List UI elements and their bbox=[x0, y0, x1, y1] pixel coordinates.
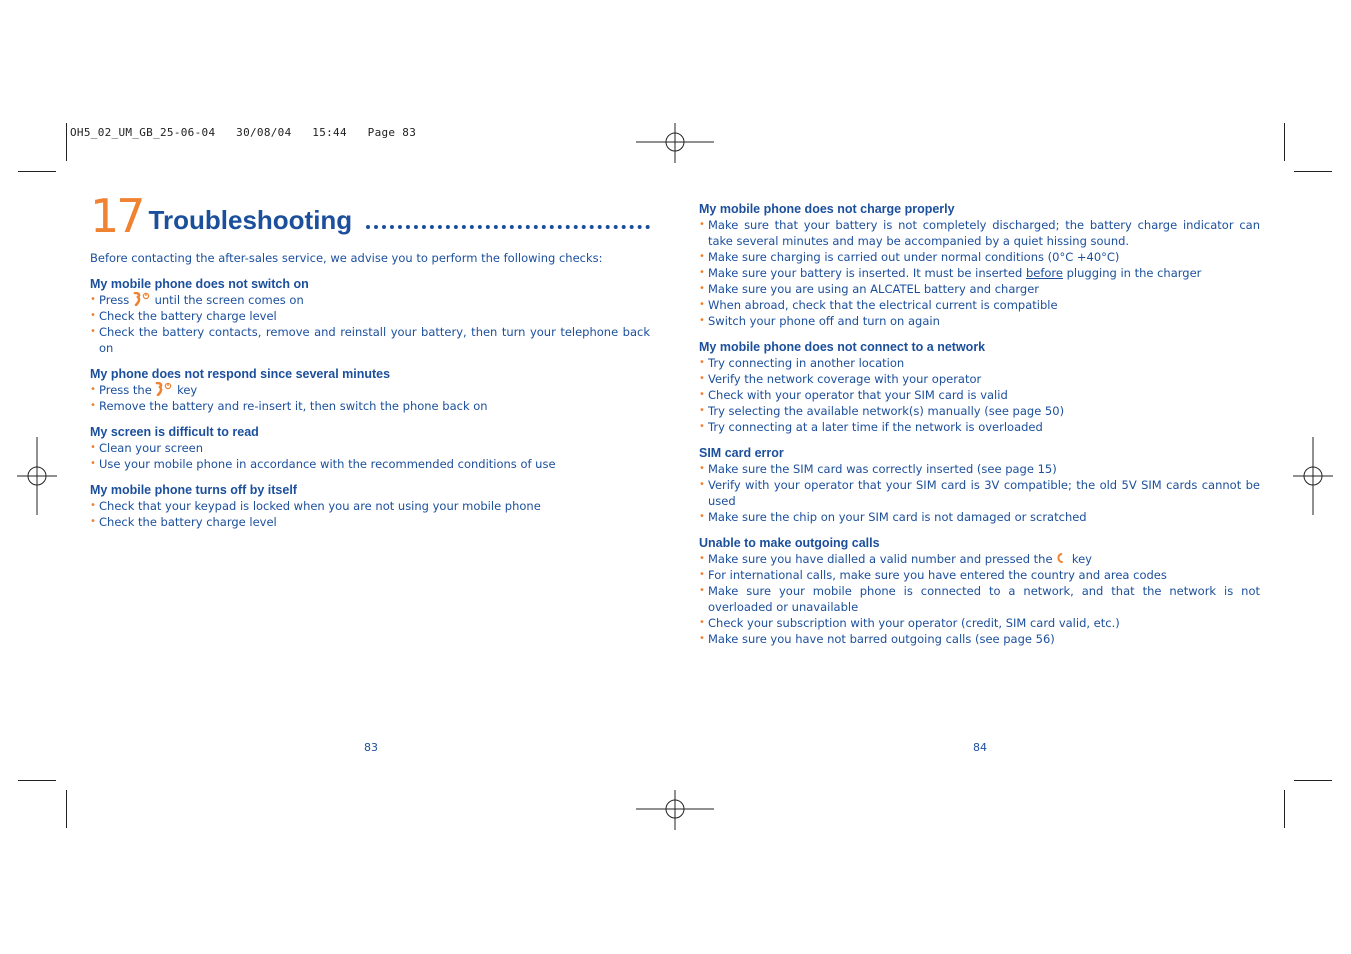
print-slug: OH5_02_UM_GB_25-06-04 30/08/04 15:44 Page 83 bbox=[70, 126, 417, 139]
section-turns-off bbox=[90, 482, 650, 530]
list-item: • For international calls, make sure you have entered the country and area codes bbox=[699, 567, 1260, 583]
list-item bbox=[90, 382, 650, 398]
crop-mark bbox=[1284, 123, 1285, 161]
list-item: • Try selecting the available network(s) manually (see page 50) bbox=[699, 403, 1260, 419]
list-item bbox=[699, 265, 1260, 281]
list-item: • When abroad, check that the electrical current is compatible bbox=[699, 297, 1260, 313]
item-text: plugging in the charger bbox=[1066, 266, 1202, 280]
crop-mark bbox=[1284, 790, 1285, 828]
item-text: Make sure you have dialled a valid number and pressed the bbox=[708, 552, 1053, 566]
chapter-number: 17 bbox=[90, 189, 143, 243]
section-outgoing-calls bbox=[699, 535, 1260, 647]
list-item: • Clean your screen bbox=[90, 440, 650, 456]
list-item: • Make sure you are using an ALCATEL battery and charger bbox=[699, 281, 1260, 297]
section-sim-error bbox=[699, 445, 1260, 525]
section-heading: Unable to make outgoing calls bbox=[699, 536, 880, 550]
section-heading: My mobile phone does not charge properly bbox=[699, 202, 955, 216]
leader-dots bbox=[366, 224, 650, 229]
list-item: • Try connecting in another location bbox=[699, 355, 1260, 371]
crop-mark bbox=[66, 790, 67, 828]
list-item: • Check with your operator that your SIM card is valid bbox=[699, 387, 1260, 403]
list-item: • Check your subscription with your operator (credit, SIM card valid, etc.) bbox=[699, 615, 1260, 631]
left-page bbox=[90, 190, 650, 530]
section-heading: My mobile phone does not connect to a network bbox=[699, 340, 986, 354]
crop-mark bbox=[66, 123, 67, 161]
section-heading: My mobile phone turns off by itself bbox=[90, 483, 297, 497]
page-number-right: 84 bbox=[973, 741, 987, 754]
list-item: • Make sure the chip on your SIM card is not damaged or scratched bbox=[699, 509, 1260, 525]
intro-text: Before contacting the after-sales service, we advise you to perform the following checks: bbox=[90, 251, 603, 265]
list-item: • Check the battery contacts, remove and reinstall your battery, then turn your telephone back on bbox=[90, 324, 650, 356]
list-item: • Check the battery charge level bbox=[90, 514, 650, 530]
list-item: • Make sure the SIM card was correctly inserted (see page 15) bbox=[699, 461, 1260, 477]
chapter-heading bbox=[90, 189, 650, 243]
list-item: • Switch your phone off and turn on again bbox=[699, 313, 1260, 329]
call-key-icon bbox=[1056, 551, 1068, 565]
section-not-charging bbox=[699, 201, 1260, 329]
item-text: key bbox=[1071, 552, 1092, 566]
list-item: • Make sure charging is carried out under normal conditions (0°C +40°C) bbox=[699, 249, 1260, 265]
list-item: • Make sure you have not barred outgoing calls (see page 56) bbox=[699, 631, 1260, 647]
chapter-title: Troubleshooting bbox=[148, 205, 353, 235]
crop-mark bbox=[18, 171, 56, 172]
list-item: • Verify with your operator that your SIM card is 3V compatible; the old 5V SIM cards cannot be used bbox=[699, 477, 1260, 509]
list-item: • Make sure your mobile phone is connected to a network, and that the network is not overloaded or unavailable bbox=[699, 583, 1260, 615]
page-number-left: 83 bbox=[364, 741, 378, 754]
section-no-switch-on bbox=[90, 276, 650, 356]
registration-mark-icon bbox=[17, 437, 57, 515]
registration-mark-icon bbox=[636, 790, 714, 830]
section-heading: My phone does not respond since several minutes bbox=[90, 367, 391, 381]
item-text: key bbox=[177, 383, 198, 397]
section-heading: SIM card error bbox=[699, 446, 784, 460]
item-text: until the screen comes on bbox=[154, 293, 304, 307]
item-emphasis: before bbox=[1025, 266, 1063, 280]
list-item bbox=[699, 551, 1260, 567]
section-heading: My mobile phone does not switch on bbox=[90, 277, 309, 291]
registration-mark-icon bbox=[636, 123, 714, 163]
list-item: • Check that your keypad is locked when you are not using your mobile phone bbox=[90, 498, 650, 514]
item-text: Press bbox=[99, 293, 130, 307]
registration-mark-icon bbox=[1293, 437, 1333, 515]
section-not-responding bbox=[90, 366, 650, 414]
list-item: • Make sure that your battery is not completely discharged; the battery charge indicator can take several minutes and may be accompanied by a quiet hissing sound. bbox=[699, 217, 1260, 249]
power-end-key-icon bbox=[155, 382, 173, 396]
list-item: • Verify the network coverage with your operator bbox=[699, 371, 1260, 387]
crop-mark bbox=[1294, 780, 1332, 781]
section-screen-difficult bbox=[90, 424, 650, 472]
list-item: • Remove the battery and re-insert it, then switch the phone back on bbox=[90, 398, 650, 414]
item-text: Make sure your battery is inserted. It must be inserted bbox=[708, 266, 1023, 280]
list-item: • Try connecting at a later time if the network is overloaded bbox=[699, 419, 1260, 435]
right-page bbox=[699, 193, 1260, 647]
list-item bbox=[90, 292, 650, 308]
crop-mark bbox=[1294, 171, 1332, 172]
crop-mark bbox=[18, 780, 56, 781]
item-text: Press the bbox=[99, 383, 152, 397]
list-item: • Check the battery charge level bbox=[90, 308, 650, 324]
section-heading: My screen is difficult to read bbox=[90, 425, 259, 439]
power-end-key-icon bbox=[133, 292, 151, 306]
list-item: • Use your mobile phone in accordance with the recommended conditions of use bbox=[90, 456, 650, 472]
section-no-network bbox=[699, 339, 1260, 435]
